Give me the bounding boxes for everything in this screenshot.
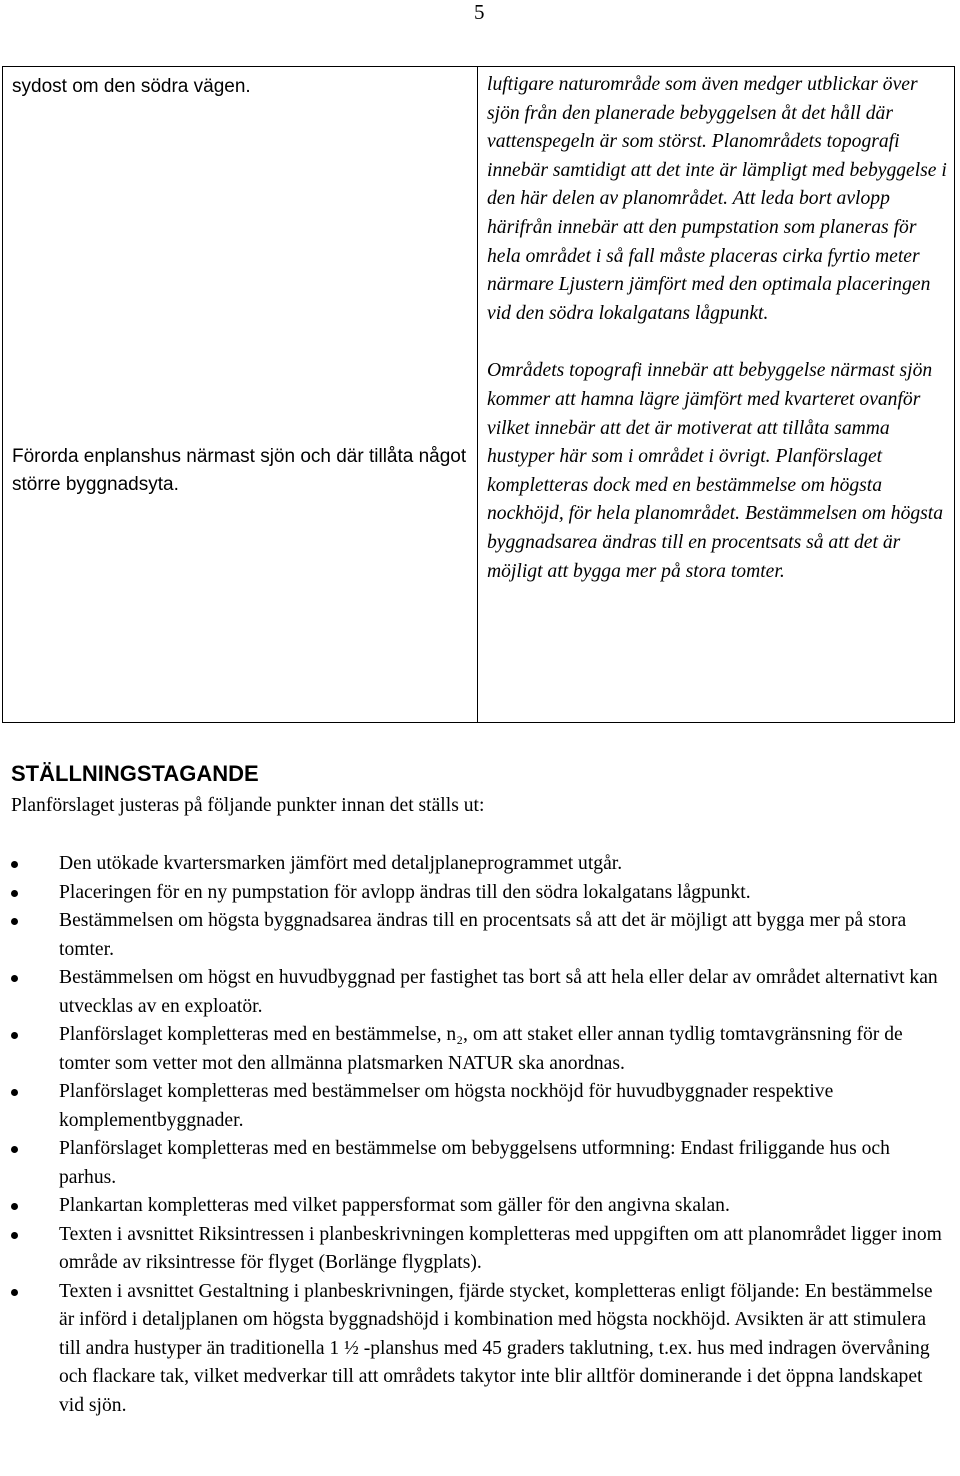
left-paragraph-2: Förorda enplanshus närmast sjön och där tillåta något större byggnadsyta. [12,446,467,495]
list-item-text: Bestämmelsen om högst en huvudbyggnad per fastighet tas bort så att hela eller delar av området alternativt kan utvecklas av en exploatör. [59,967,938,1017]
list-item [0,1192,944,1221]
list-item-text: Planförslaget kompletteras med en bestämmelse, n₂, om att staket eller annan tydlig tomtavgränsning för de tomter som vetter mot den allmänna platsmarken NATUR ska anordnas. [59,1024,903,1074]
right-paragraph-1: luftigare naturområde som även medger utblickar över sjön från den planerade bebyggelsen åt det håll där vattenspegeln är som störst. Planområdets topografi innebär samtidigt att det inte är lämpligt med bebyggelse i den här delen av planområdet. Att leda bort avlopp härifrån innebär att den pumpstation som planeras för hela området i så fall måste placeras cirka fyrtio meter närmare Ljustern jämfört med den optimala placeringen vid den södra lokalgatans lågpunkt. [487,74,947,324]
page-number: 5 [474,0,485,24]
adjustment-list [0,850,960,1420]
list-item-text: Plankartan kompletteras med vilket pappersformat som gäller för den angivna skalan. [59,1195,730,1216]
left-paragraph-1: sydost om den södra vägen. [12,76,251,97]
table-left-cell [12,73,467,499]
bullet-icon [11,975,18,982]
list-item [0,1078,944,1135]
bullet-icon [11,1289,18,1296]
bullet-icon [11,890,18,897]
bullet-icon [11,1032,18,1039]
table-right-cell [487,71,949,586]
bullet-icon [11,861,18,868]
list-item-text: Texten i avsnittet Riksintressen i planbeskrivningen kompletteras med uppgiften om att planområdet ligger inom område av riksintresse för flyget (Borlänge flygplats). [59,1223,942,1273]
list-item [0,964,944,1021]
bullet-icon [11,1232,18,1239]
list-item-text: Planförslaget kompletteras med en bestämmelse om bebyggelsens utformning: Endast friliggande hus och parhus. [59,1138,890,1188]
list-item-text: Placeringen för en ny pumpstation för avlopp ändras till den södra lokalgatans lågpunkt. [59,881,751,903]
list-item [0,879,944,908]
list-item-text: Bestämmelsen om högsta byggnadsarea ändras till en procentsats så att det är möjligt att bygga mer på stora tomter. [59,910,907,960]
bullet-icon [11,1089,18,1096]
list-item-text: Planförslaget kompletteras med bestämmelser om högsta nockhöjd för huvudbyggnader respektive komplementbyggnader. [59,1081,834,1131]
bullet-icon [11,1146,18,1153]
list-item [0,1221,944,1278]
list-item-text: Texten i avsnittet Gestaltning i planbeskrivningen, fjärde stycket, kompletteras enligt följande: En bestämmelse är införd i detaljplanen om högsta byggnadshöjd i kombination med högsta nockhöjd. Avsikten är att stimulera till andra hustyper än traditionella 1 ½ -planshus med 45 graders taklutning, t.ex. hus med indragen övervåning och flackare tak, vilket medverkar till att områdets takytor inte blir alltför dominerande i det öppna landskapet vid sjön. [59,1280,933,1416]
list-item [0,850,944,879]
list-item [0,907,944,964]
column-divider [477,67,478,722]
list-item [0,1278,944,1421]
list-item-text: Den utökade kvartersmarken jämfört med detaljplaneprogrammet utgår. [59,853,623,874]
list-item [0,1021,944,1078]
comparison-table [2,66,955,723]
section-intro: Planförslaget justeras på följande punkter innan det ställs ut: [11,795,485,816]
section-heading: STÄLLNINGSTAGANDE [11,761,259,786]
bullet-icon [11,918,18,925]
list-item [0,1135,944,1192]
right-paragraph-2: Områdets topografi innebär att bebyggelse närmast sjön kommer att hamna lägre jämfört med kvarteret ovanför vilket innebär att det är motiverat att tillåta samma hustyper här som i området i övrigt. Planförslaget kompletteras dock med en bestämmelse om högsta nockhöjd, för hela planområdet. Bestämmelsen om högsta byggnadsarea ändras till en procentsats så att det är möjligt att bygga mer på stora tomter. [487,360,944,582]
bullet-icon [11,1203,18,1210]
